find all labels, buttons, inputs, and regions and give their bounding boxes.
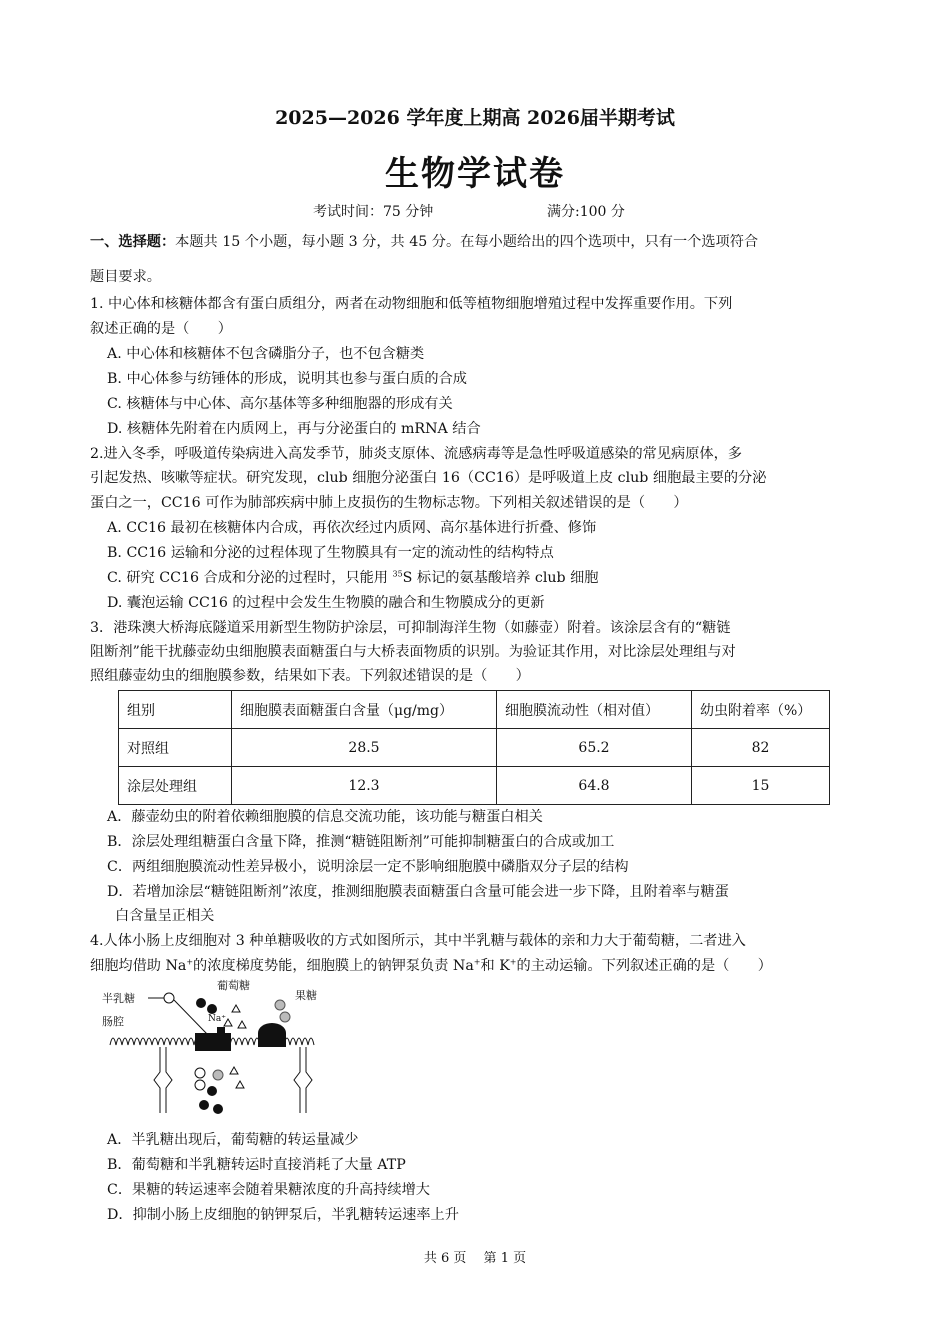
q1-option-b: B. 中心体参与纺锤体的形成，说明其也参与蛋白质的合成 [107,371,467,387]
table-row [119,767,830,805]
sodium-ion [232,1005,240,1012]
table-cell: 涂层处理组 [119,767,232,805]
table-header-cell: 细胞膜流动性（相对值） [497,691,692,729]
q4-stem-2b: 的浓度梯度势能，细胞膜上的钠钾泵负责 Na [193,958,474,974]
isotope-mass: 35 [392,569,403,579]
section-label: 一、选择题： [90,234,176,250]
q3-stem-1: 3．港珠澳大桥海底隧道采用新型生物防护涂层，可抑制海洋生物（如藤壶）附着。该涂层含有的“糖链 [90,620,731,636]
table-cell: 15 [692,767,830,805]
fructose-label: 果糖 [295,989,317,1002]
table-header-cell: 组别 [119,691,232,729]
full-score: 满分:100 分 [547,204,625,220]
q4-stem-1: 4.人体小肠上皮细胞对 3 种单糖吸收的方式如图所示，其中半乳糖与载体的亲和力大于葡萄糖，二者进入 [90,933,746,949]
q2-option-c-pre: C. 研究 CC16 合成和分泌的过程时，只能用 [107,570,393,586]
table-header-cell: 细胞膜表面糖蛋白含量（μg/mg） [232,691,497,729]
glucose-molecule [196,998,206,1008]
galactose-label: 半乳糖 [102,992,135,1005]
sugar-absorption-diagram [100,975,340,1125]
exam-header-title: 2025—2026 学年度上期高 2026届半期考试 [275,107,675,129]
section-desc-2: 题目要求。 [90,269,161,285]
table-cell: 对照组 [119,729,232,767]
sodium-label: Na⁺ [208,1014,226,1024]
na-charge: + [186,957,194,967]
q3-stem-2: 阻断剂”能干扰藤壶幼虫细胞膜表面糖蛋白与大桥表面物质的识别。为验证其作用，对比涂层处理组与对 [90,644,736,660]
glucose-molecule [207,1086,217,1096]
section-desc: 本题共 15 个小题，每小题 3 分，共 45 分。在每小题给出的四个选项中，只有一个选项符合 [175,234,759,250]
q4-option-d: D．抑制小肠上皮细胞的钠钾泵后，半乳糖转运速率上升 [107,1207,459,1223]
q2-option-d: D. 囊泡运输 CC16 的过程中会发生生物膜的融合和生物膜成分的更新 [107,595,545,611]
q4-stem-2d: 的主动运输。下列叙述正确的是（ ） [516,958,772,974]
q3-option-d-1: D．若增加涂层“糖链阻断剂”浓度，推测细胞膜表面糖蛋白含量可能会进一步下降，且附着率与糖蛋 [107,884,729,900]
cell-junction-right [294,1047,312,1113]
table-row [119,729,830,767]
glucose-molecule [213,1104,223,1114]
table-header-row [119,691,830,729]
q1-option-c: C. 核糖体与中心体、高尔基体等多种细胞器的形成有关 [107,396,453,412]
q3-option-b: B．涂层处理组糖蛋白含量下降，推测“糖链阻断剂”可能抑制糖蛋白的合成或加工 [107,834,615,850]
lumen-label: 肠腔 [102,1015,124,1028]
q4-option-a: A．半乳糖出现后，葡萄糖的转运量减少 [107,1132,359,1148]
q2-stem-3: 蛋白之一，CC16 可作为肺部疾病中肺上皮损伤的生物标志物。下列相关叙述错误的是（ ） [90,495,688,511]
page-footer: 共 6 页 第 1 页 [423,1251,527,1266]
k-charge: + [509,957,517,967]
q4-stem-2a: 细胞均借助 Na [90,958,187,974]
exam-time: 考试时间：75 分钟 [313,204,434,220]
q4-option-c: C．果糖的转运速率会随着果糖浓度的升高持续增大 [107,1182,430,1198]
glut5-carrier [258,1023,286,1047]
cell-junction-left [154,1047,172,1113]
q1-option-a: A. 中心体和核糖体不包含磷脂分子，也不包含糖类 [107,346,425,362]
galactose-molecule [195,1080,205,1090]
table-header-cell: 幼虫附着率（%） [692,691,830,729]
fructose-molecule [213,1070,223,1080]
na-charge: + [473,957,481,967]
glucose-molecule [199,1100,209,1110]
sodium-ion [230,1067,238,1074]
glucose-molecule [207,1004,217,1014]
section-heading [90,233,870,251]
q4-option-b: B．葡萄糖和半乳糖转运时直接消耗了大量 ATP [107,1157,406,1173]
q3-option-c: C．两组细胞膜流动性差异极小，说明涂层一定不影响细胞膜中磷脂双分子层的结构 [107,859,629,875]
q3-stem-3: 照组藤壶幼虫的细胞膜参数，结果如下表。下列叙述错误的是（ ） [90,668,530,684]
subject-title: 生物学试卷 [385,154,565,194]
q2-stem-1: 2.进入冬季，呼吸道传染病进入高发季节，肺炎支原体、流感病毒等是急性呼吸道感染的常见病原体，多 [90,446,742,462]
q2-option-b: B. CC16 运输和分泌的过程体现了生物膜具有一定的流动性的结构特点 [107,545,554,561]
table-cell: 64.8 [497,767,692,805]
table-cell: 65.2 [497,729,692,767]
fructose-molecule [280,1012,290,1022]
table-cell: 28.5 [232,729,497,767]
glucose-label: 葡萄糖 [217,979,250,992]
sodium-ion [238,1021,246,1028]
q1-stem-1: 1. 中心体和核糖体都含有蛋白质组分，两者在动物细胞和低等植物细胞增殖过程中发挥重要作用。下列 [90,296,733,312]
q2-option-c-post: S 标记的氨基酸培养 club 细胞 [402,570,599,586]
galactose-molecule [195,1068,205,1078]
q4-stem-2c: 和 K [480,958,510,974]
sodium-ion [236,1081,244,1088]
q2-option-c [107,569,887,587]
q3-data-table [118,690,830,805]
q3-option-d-2: 白含量呈正相关 [115,908,215,924]
q1-option-d: D. 核糖体先附着在内质网上，再与分泌蛋白的 mRNA 结合 [107,421,481,437]
galactose-molecule [164,993,174,1003]
q2-stem-2: 引起发热、咳嗽等症状。研究发现，club 细胞分泌蛋白 16（CC16）是呼吸道上皮 club 细胞最主要的分泌 [90,470,767,486]
fructose-molecule [275,1000,285,1010]
table-cell: 82 [692,729,830,767]
q2-option-a: A. CC16 最初在核糖体内合成，再依次经过内质网、高尔基体进行折叠、修饰 [107,520,597,536]
sglt-carrier [195,1027,231,1051]
q1-stem-2: 叙述正确的是（ ） [90,321,232,337]
q4-stem-2 [90,957,870,975]
q3-option-a: A．藤壶幼虫的附着依赖细胞膜的信息交流功能，该功能与糖蛋白相关 [107,809,543,825]
table-cell: 12.3 [232,767,497,805]
